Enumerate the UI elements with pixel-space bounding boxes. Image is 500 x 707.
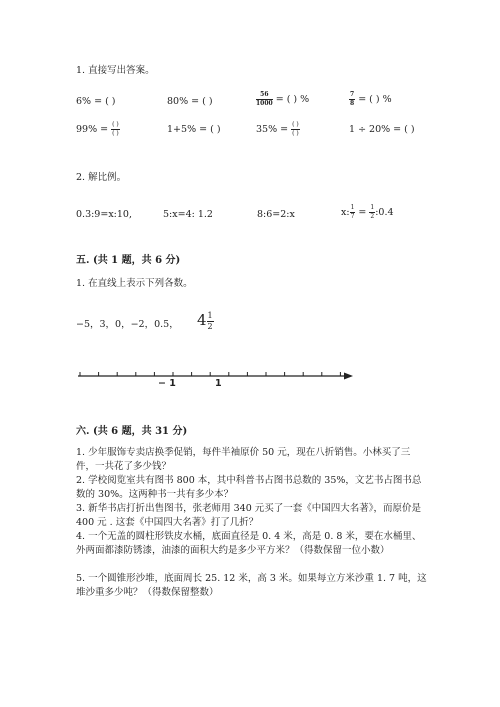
q1-item-number: 1+5 bbox=[167, 124, 188, 135]
word-problem-5: 5. 一个圆锥形沙堆，底面周长 25. 12 米，高 3 米。如果每立方米沙重 1. 7 吨，这堆沙重多少吨？（得数保留整数） bbox=[76, 573, 427, 599]
q1-item bbox=[167, 124, 221, 135]
fraction-numerator: ( ) bbox=[112, 121, 119, 128]
fraction-denominator: 7 bbox=[350, 213, 355, 220]
q1-item bbox=[256, 122, 300, 137]
q1-item-rest: % = bbox=[268, 124, 292, 135]
word-problem-1: 1. 少年服饰专卖店换季促销，每件半袖原价 50 元，现在八折销售。小林买了三件，一共花了多少钱？ bbox=[76, 447, 411, 473]
q1-item-rest: % = ( ) bbox=[381, 124, 415, 135]
q1-item-rest: = ( ) % bbox=[272, 94, 310, 105]
fraction-numerator: 1 bbox=[207, 310, 213, 320]
q1-item bbox=[256, 92, 309, 107]
q2-item-part: = bbox=[355, 207, 370, 218]
mixed-number-whole: 4 bbox=[197, 311, 207, 329]
q1-item-number: 80 bbox=[167, 96, 180, 107]
word-problem-4: 4. 一个无盖的圆柱形铁皮水桶，底面直径是 0. 4 米，高是 0. 8 米，要在水桶里、外两面都漆防锈漆，油漆的面积大约是多少平方米？（得数保留一位小数） bbox=[76, 531, 422, 557]
q1-item bbox=[349, 124, 415, 135]
number-line-arrow bbox=[344, 373, 353, 380]
fraction-numerator: 7 bbox=[350, 91, 355, 98]
fraction-denominator: 8 bbox=[350, 100, 355, 107]
q1-fraction bbox=[256, 92, 273, 107]
word-problem-3: 3. 新华书店打折出售图书，张老师用 340 元买了一套《中国四大名著》，而原价是 400 元 . 这套《中国四大名著》打了几折？ bbox=[76, 503, 422, 529]
section-five-question: 1. 在直线上表示下列各数。 bbox=[76, 278, 193, 289]
q2-item bbox=[341, 205, 394, 220]
fraction-denominator: ( ) bbox=[112, 130, 119, 137]
tick-label-negative-one: − 1 bbox=[158, 378, 176, 389]
q1-blank-fraction bbox=[111, 122, 120, 137]
q2-item-part: x: bbox=[341, 207, 350, 218]
q1-item bbox=[76, 122, 120, 137]
fraction-numerator: 1 bbox=[350, 204, 355, 211]
mixed-number-fraction bbox=[207, 312, 214, 331]
numbers-to-plot: −5，3，0，−2，0.5， bbox=[76, 319, 179, 330]
mixed-number bbox=[197, 311, 214, 331]
q1-item-rest: % = ( ) bbox=[187, 124, 221, 135]
q1-item-rest: % = bbox=[88, 124, 112, 135]
q1-item-rest: % = ( ) bbox=[82, 96, 116, 107]
q1-blank-fraction bbox=[291, 122, 300, 137]
q1-item-number: 6 bbox=[76, 96, 83, 107]
fraction-numerator: 1 bbox=[370, 204, 375, 211]
section-five-title: 五. (共 1 题，共 6 分) bbox=[76, 255, 181, 266]
q1-item-number: 35 bbox=[256, 124, 269, 135]
q1-item bbox=[76, 96, 116, 107]
q1-item bbox=[349, 92, 392, 107]
q1-item bbox=[167, 96, 213, 107]
fraction-numerator: ( ) bbox=[292, 121, 299, 128]
word-problem-2: 2. 学校阅览室共有图书 800 本，其中科普书占图书总数的 35%，文艺书占图书总数的 30%。这两种书一共有多少本？ bbox=[76, 475, 422, 501]
q2-item: 8:6=2:x bbox=[257, 209, 295, 220]
q2-item-part: :0.4 bbox=[375, 207, 394, 218]
q1-item-number: 99 bbox=[76, 124, 89, 135]
section-six-title: 六. (共 6 题，共 31 分) bbox=[76, 426, 188, 437]
q1-heading: 1. 直接写出答案。 bbox=[76, 65, 155, 76]
q2-item: 5:x=4: 1.2 bbox=[163, 209, 213, 220]
number-line-ticks bbox=[80, 372, 340, 376]
fraction-denominator: 1000 bbox=[256, 100, 273, 107]
q1-item-number: 1 ÷ 20 bbox=[349, 124, 382, 135]
q1-item-rest: % = ( ) bbox=[179, 96, 213, 107]
fraction-denominator: ( ) bbox=[292, 130, 299, 137]
q1-item-rest: = ( ) % bbox=[355, 94, 392, 105]
q2-heading: 2. 解比例。 bbox=[76, 172, 127, 183]
fraction-denominator: 2 bbox=[370, 213, 375, 220]
fraction-denominator: 2 bbox=[207, 321, 213, 331]
q2-item: 0.3:9=x:10, bbox=[76, 209, 132, 220]
tick-label-one: 1 bbox=[215, 378, 222, 389]
fraction-numerator: 56 bbox=[256, 92, 273, 100]
